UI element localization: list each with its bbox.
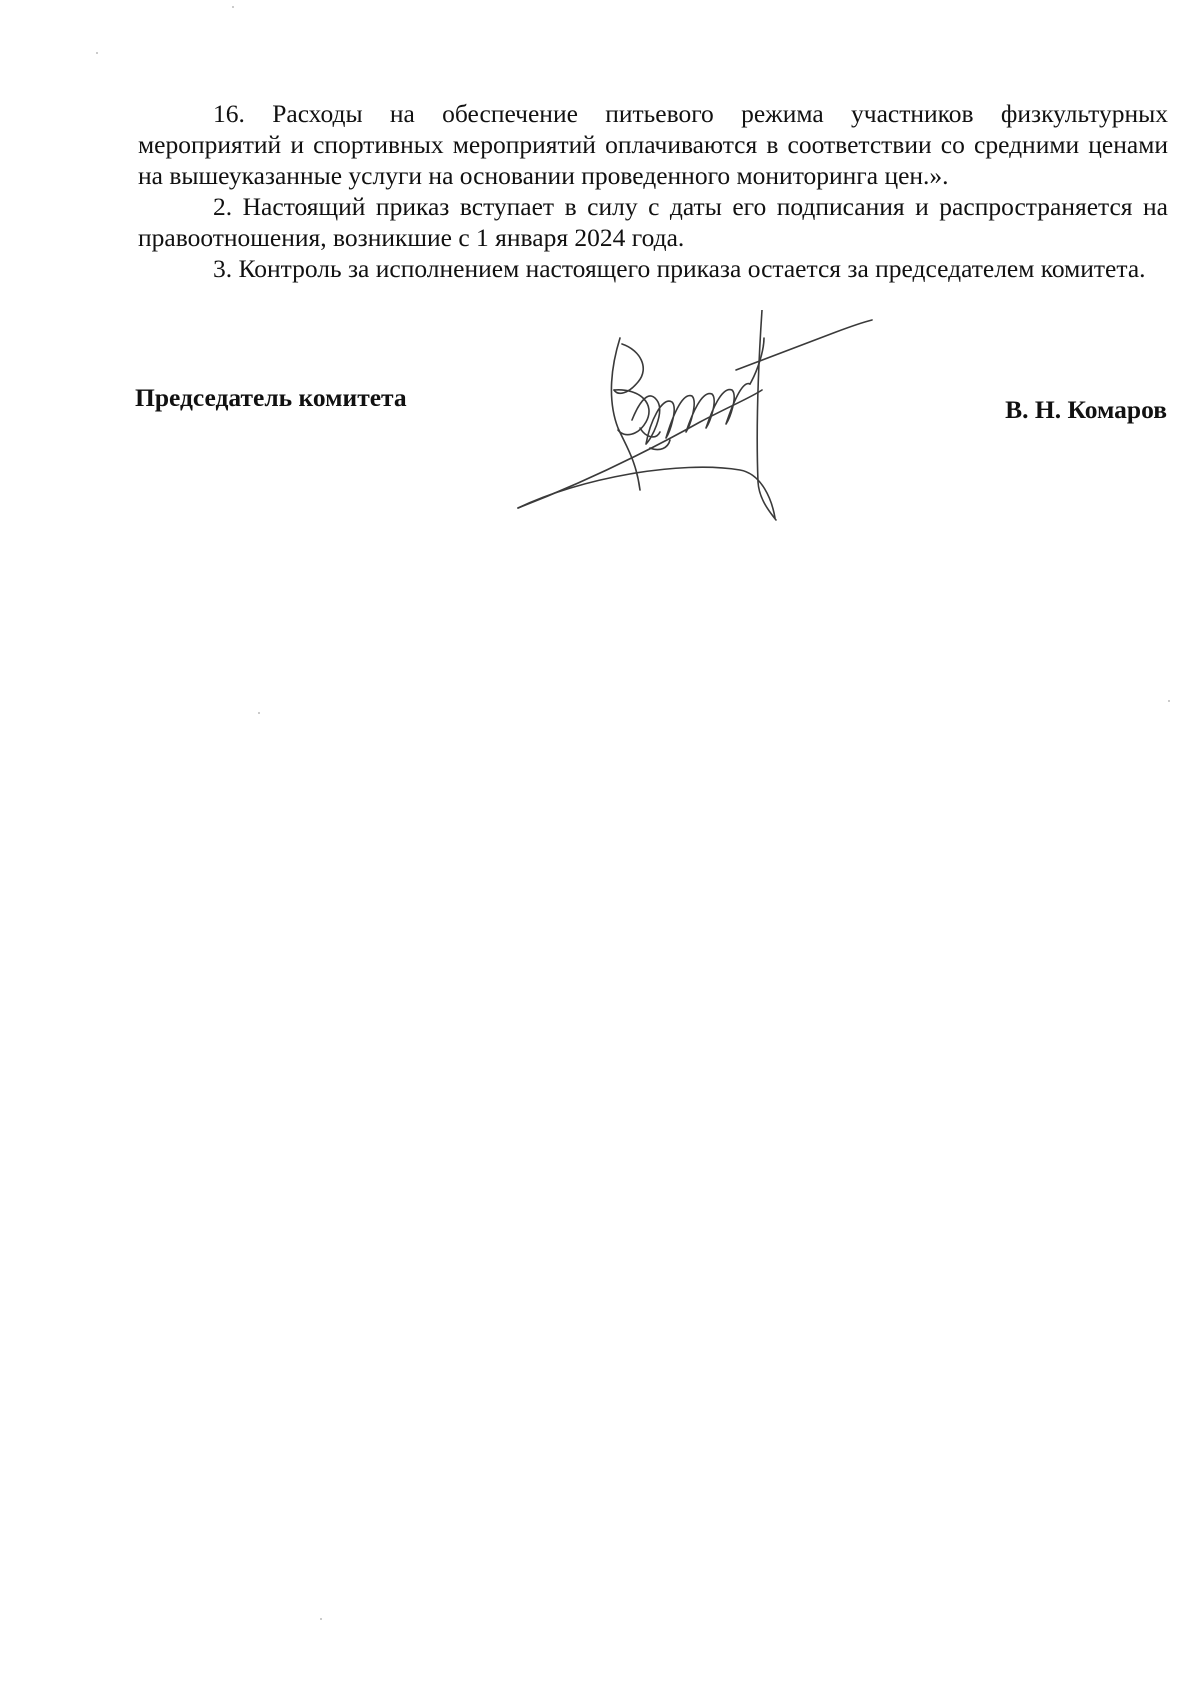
document-body [138, 98, 1168, 284]
scan-artifact [320, 1618, 322, 1620]
scan-artifact [232, 6, 234, 8]
signatory-name: В. Н. Комаров [1005, 395, 1167, 424]
paragraph-2: 2. Настоящий приказ вступает в силу с даты его подписания и распространяется на правоотношения, возникшие с 1 января 2024 года. [138, 192, 1168, 252]
scan-artifact [96, 52, 98, 54]
scan-artifact [1168, 700, 1170, 702]
signatory-title: Председатель комитета [135, 383, 407, 412]
paragraph-16: 16. Расходы на обеспечение питьевого режима участников физкультурных мероприятий и спортивных мероприятий оплачиваются в соответствии со средними ценами на вышеуказанные услуги на основании проведенного мониторинга цен.». [138, 99, 1168, 190]
scan-artifact [258, 712, 260, 714]
paragraph-3: 3. Контроль за исполнением настоящего приказа остается за председателем комитета. [213, 254, 1146, 283]
handwritten-signature-icon [500, 310, 920, 530]
